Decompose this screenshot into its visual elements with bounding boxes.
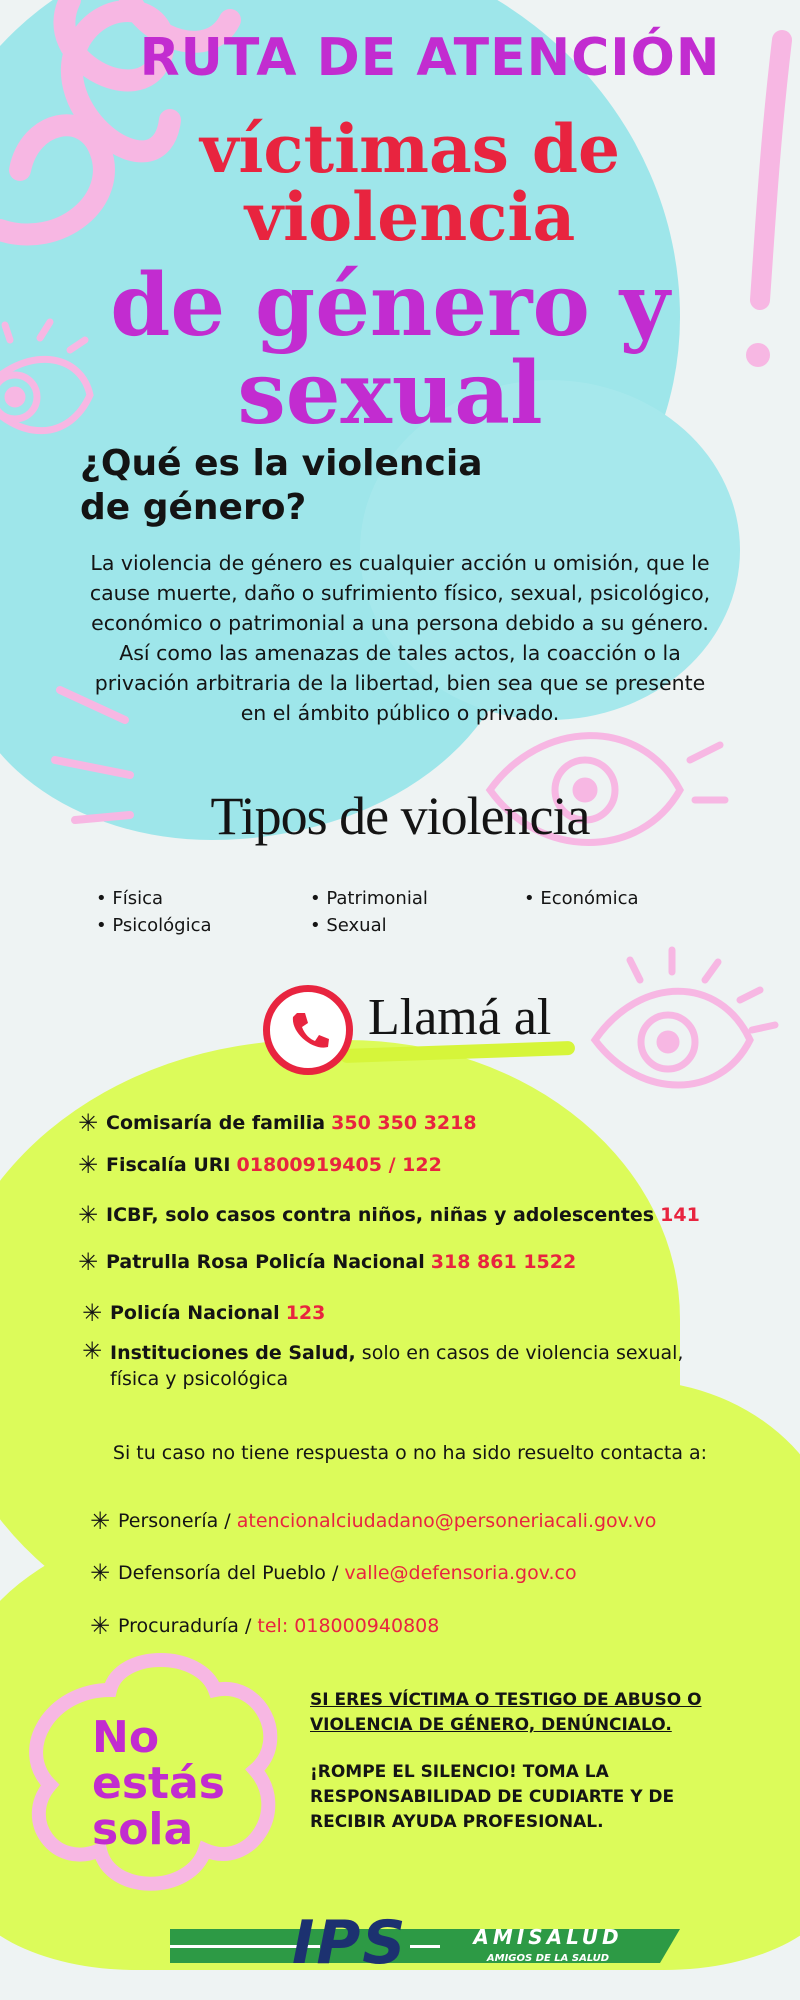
flower-line-3: sola (92, 1804, 194, 1855)
logo-name: AMISALUD (473, 1925, 623, 1949)
contact-number[interactable]: 01800919405 / 122 (236, 1154, 442, 1176)
contact-name: Fiscalía URI (106, 1154, 231, 1176)
asterisk-icon: ✳ (90, 1559, 111, 1587)
header-line-2a: víctimas de (199, 110, 621, 188)
escalation-name: Personería / (118, 1510, 231, 1532)
que-es-title-line-1: ¿Qué es la violencia (80, 443, 483, 484)
asterisk-icon: ✳ (82, 1337, 103, 1365)
asterisk-icon: ✳ (90, 1612, 111, 1640)
escalation-contact[interactable]: atencionalciudadano@personeriacali.gov.vo (236, 1510, 657, 1532)
header-line-2b: violencia (244, 178, 576, 256)
eye-icon (0, 322, 90, 431)
tipo-item: • Física (96, 888, 310, 909)
contact-name: Comisaría de familia (106, 1112, 326, 1134)
contact-name: Policía Nacional (110, 1302, 280, 1324)
contact-name: Patrulla Rosa Policía Nacional (106, 1251, 425, 1273)
asterisk-icon: ✳ (78, 1248, 99, 1276)
escalation-contact[interactable]: tel: 018000940808 (257, 1615, 440, 1637)
tipo-item: • Psicológica (96, 915, 310, 936)
tipo-item: • Patrimonial (310, 888, 524, 909)
escalation-item (90, 1612, 750, 1640)
que-es-title-line-2: de género? (80, 487, 307, 528)
asterisk-icon: ✳ (90, 1507, 111, 1535)
contact-item (78, 1109, 738, 1137)
escalation-item (90, 1507, 750, 1535)
escalation-contact[interactable]: valle@defensoria.gov.co (344, 1562, 577, 1584)
contact-number[interactable]: 318 861 1522 (430, 1251, 577, 1273)
call-to-action (310, 1688, 730, 1835)
contact-item (78, 1248, 738, 1276)
cta-line-1: SI ERES VÍCTIMA O TESTIGO DE ABUSO O VIOLENCIA DE GÉNERO, DENÚNCIALO. (310, 1690, 702, 1735)
no-estas-sola (92, 1712, 242, 1855)
contact-item (82, 1299, 742, 1327)
escalation-text: Si tu caso no tiene respuesta o no ha sido resuelto contacta a: (112, 1442, 708, 1464)
escalation-name: Procuraduría / (118, 1615, 252, 1637)
contact-item (78, 1201, 738, 1229)
tipos-list (96, 888, 736, 936)
asterisk-icon: ✳ (78, 1109, 99, 1137)
contact-detail: solo en casos de violencia sexual, física y psicológica (110, 1342, 684, 1390)
header-line-3 (110, 255, 670, 444)
tipos-title: Tipos de violencia (210, 786, 590, 846)
contact-number[interactable]: 350 350 3218 (331, 1112, 477, 1134)
contact-name: ICBF, solo casos contra niños, niñas y adolescentes (106, 1204, 655, 1226)
contact-number[interactable]: 123 (285, 1302, 326, 1324)
tipo-item: • Económica (524, 888, 738, 909)
llama-label: Llamá al (368, 989, 552, 1046)
que-es-text: La violencia de género es cualquier acción u omisión, que le cause muerte, daño o sufrimiento físico, sexual, psicológico, económico o patrimonial a una persona debido a su género. Así como las amenazas de tales actos, la coacción o la privación arbitraria de la libertad, bien sea que se presente en el ámbito público o privado. (89, 551, 711, 725)
phone-icon (263, 985, 353, 1075)
contact-item (78, 1151, 738, 1179)
contact-number[interactable]: 141 (660, 1204, 700, 1226)
asterisk-icon: ✳ (78, 1151, 99, 1179)
contact-item (82, 1337, 702, 1392)
header-line-2 (150, 110, 670, 256)
escalation-name: Defensoría del Pueblo / (118, 1562, 339, 1584)
flower-line-2: estás (92, 1758, 225, 1809)
logo-tagline: AMIGOS DE LA SALUD (486, 1953, 610, 1964)
header-line-3b: sexual (237, 343, 543, 444)
asterisk-icon: ✳ (78, 1201, 99, 1229)
header-line-3a: de género y (110, 255, 670, 356)
cta-line-2: ¡ROMPE EL SILENCIO! TOMA LA RESPONSABILIDAD DE CUDIARTE Y DE RECIBIR AYUDA PROFESIONAL. (310, 1762, 675, 1832)
eye-icon (595, 950, 775, 1085)
escalation-item (90, 1559, 750, 1587)
header-line-1: RUTA DE ATENCIÓN (139, 28, 721, 88)
tipo-item: • Sexual (310, 915, 524, 936)
logo-brand: IPS (292, 1908, 408, 1978)
que-es-title (80, 442, 540, 530)
contact-name: Instituciones de Salud, (110, 1342, 356, 1364)
asterisk-icon: ✳ (82, 1299, 103, 1327)
flower-line-1: No (92, 1712, 160, 1763)
